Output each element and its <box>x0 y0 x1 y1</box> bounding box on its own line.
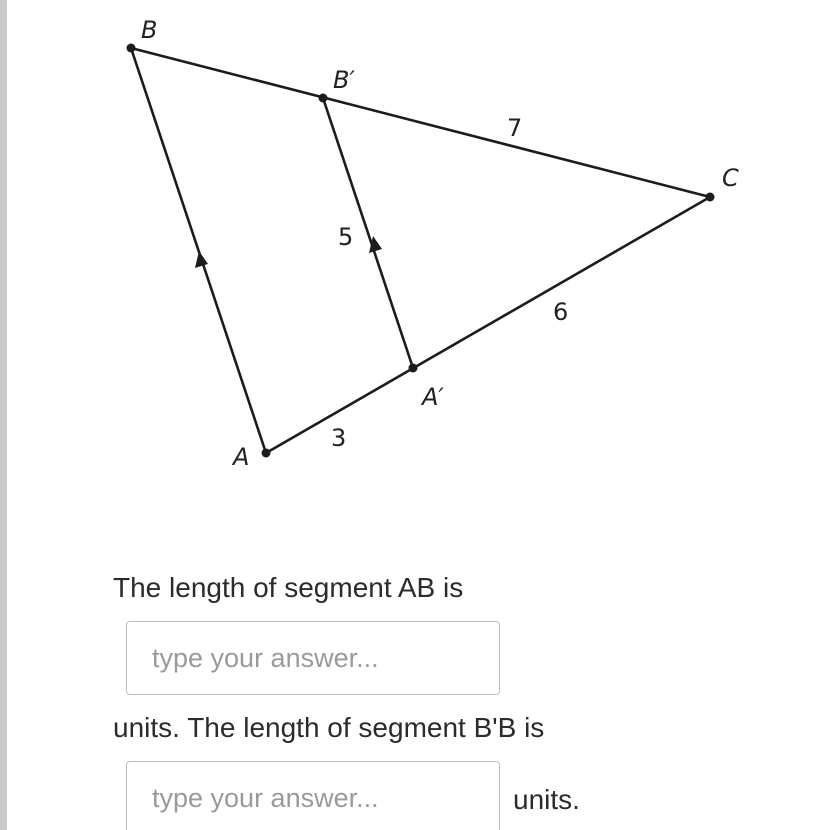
segment-AprimeBprime <box>323 98 413 368</box>
length-label-AAprime: 3 <box>331 424 347 452</box>
vertex-C <box>706 193 715 202</box>
label-C: C <box>722 164 739 192</box>
label-Aprime: A′ <box>422 383 444 411</box>
segment-AB <box>131 48 266 453</box>
vertex-B <box>127 44 136 53</box>
segment-BC <box>131 48 710 197</box>
segment-AC <box>266 197 710 453</box>
length-label-AprimeBprime: 5 <box>338 223 354 251</box>
answer-input-BprimeB[interactable] <box>126 761 500 830</box>
label-A: A <box>233 443 250 471</box>
length-label-AprimeC: 6 <box>553 298 569 326</box>
answer-input-AB[interactable] <box>126 621 500 695</box>
length-label-BprimeC: 7 <box>507 114 523 142</box>
parallel-arrow-AB <box>195 251 208 268</box>
vertex-Aprime <box>409 364 418 373</box>
label-Bprime: B′ <box>333 66 355 94</box>
label-B: B <box>141 16 158 44</box>
question-line-1: The length of segment AB is <box>113 572 464 603</box>
units-label: units. <box>513 784 580 815</box>
question-line-2: units. The length of segment B'B is <box>113 712 545 743</box>
vertex-A <box>262 449 271 458</box>
vertex-Bprime <box>319 94 328 103</box>
